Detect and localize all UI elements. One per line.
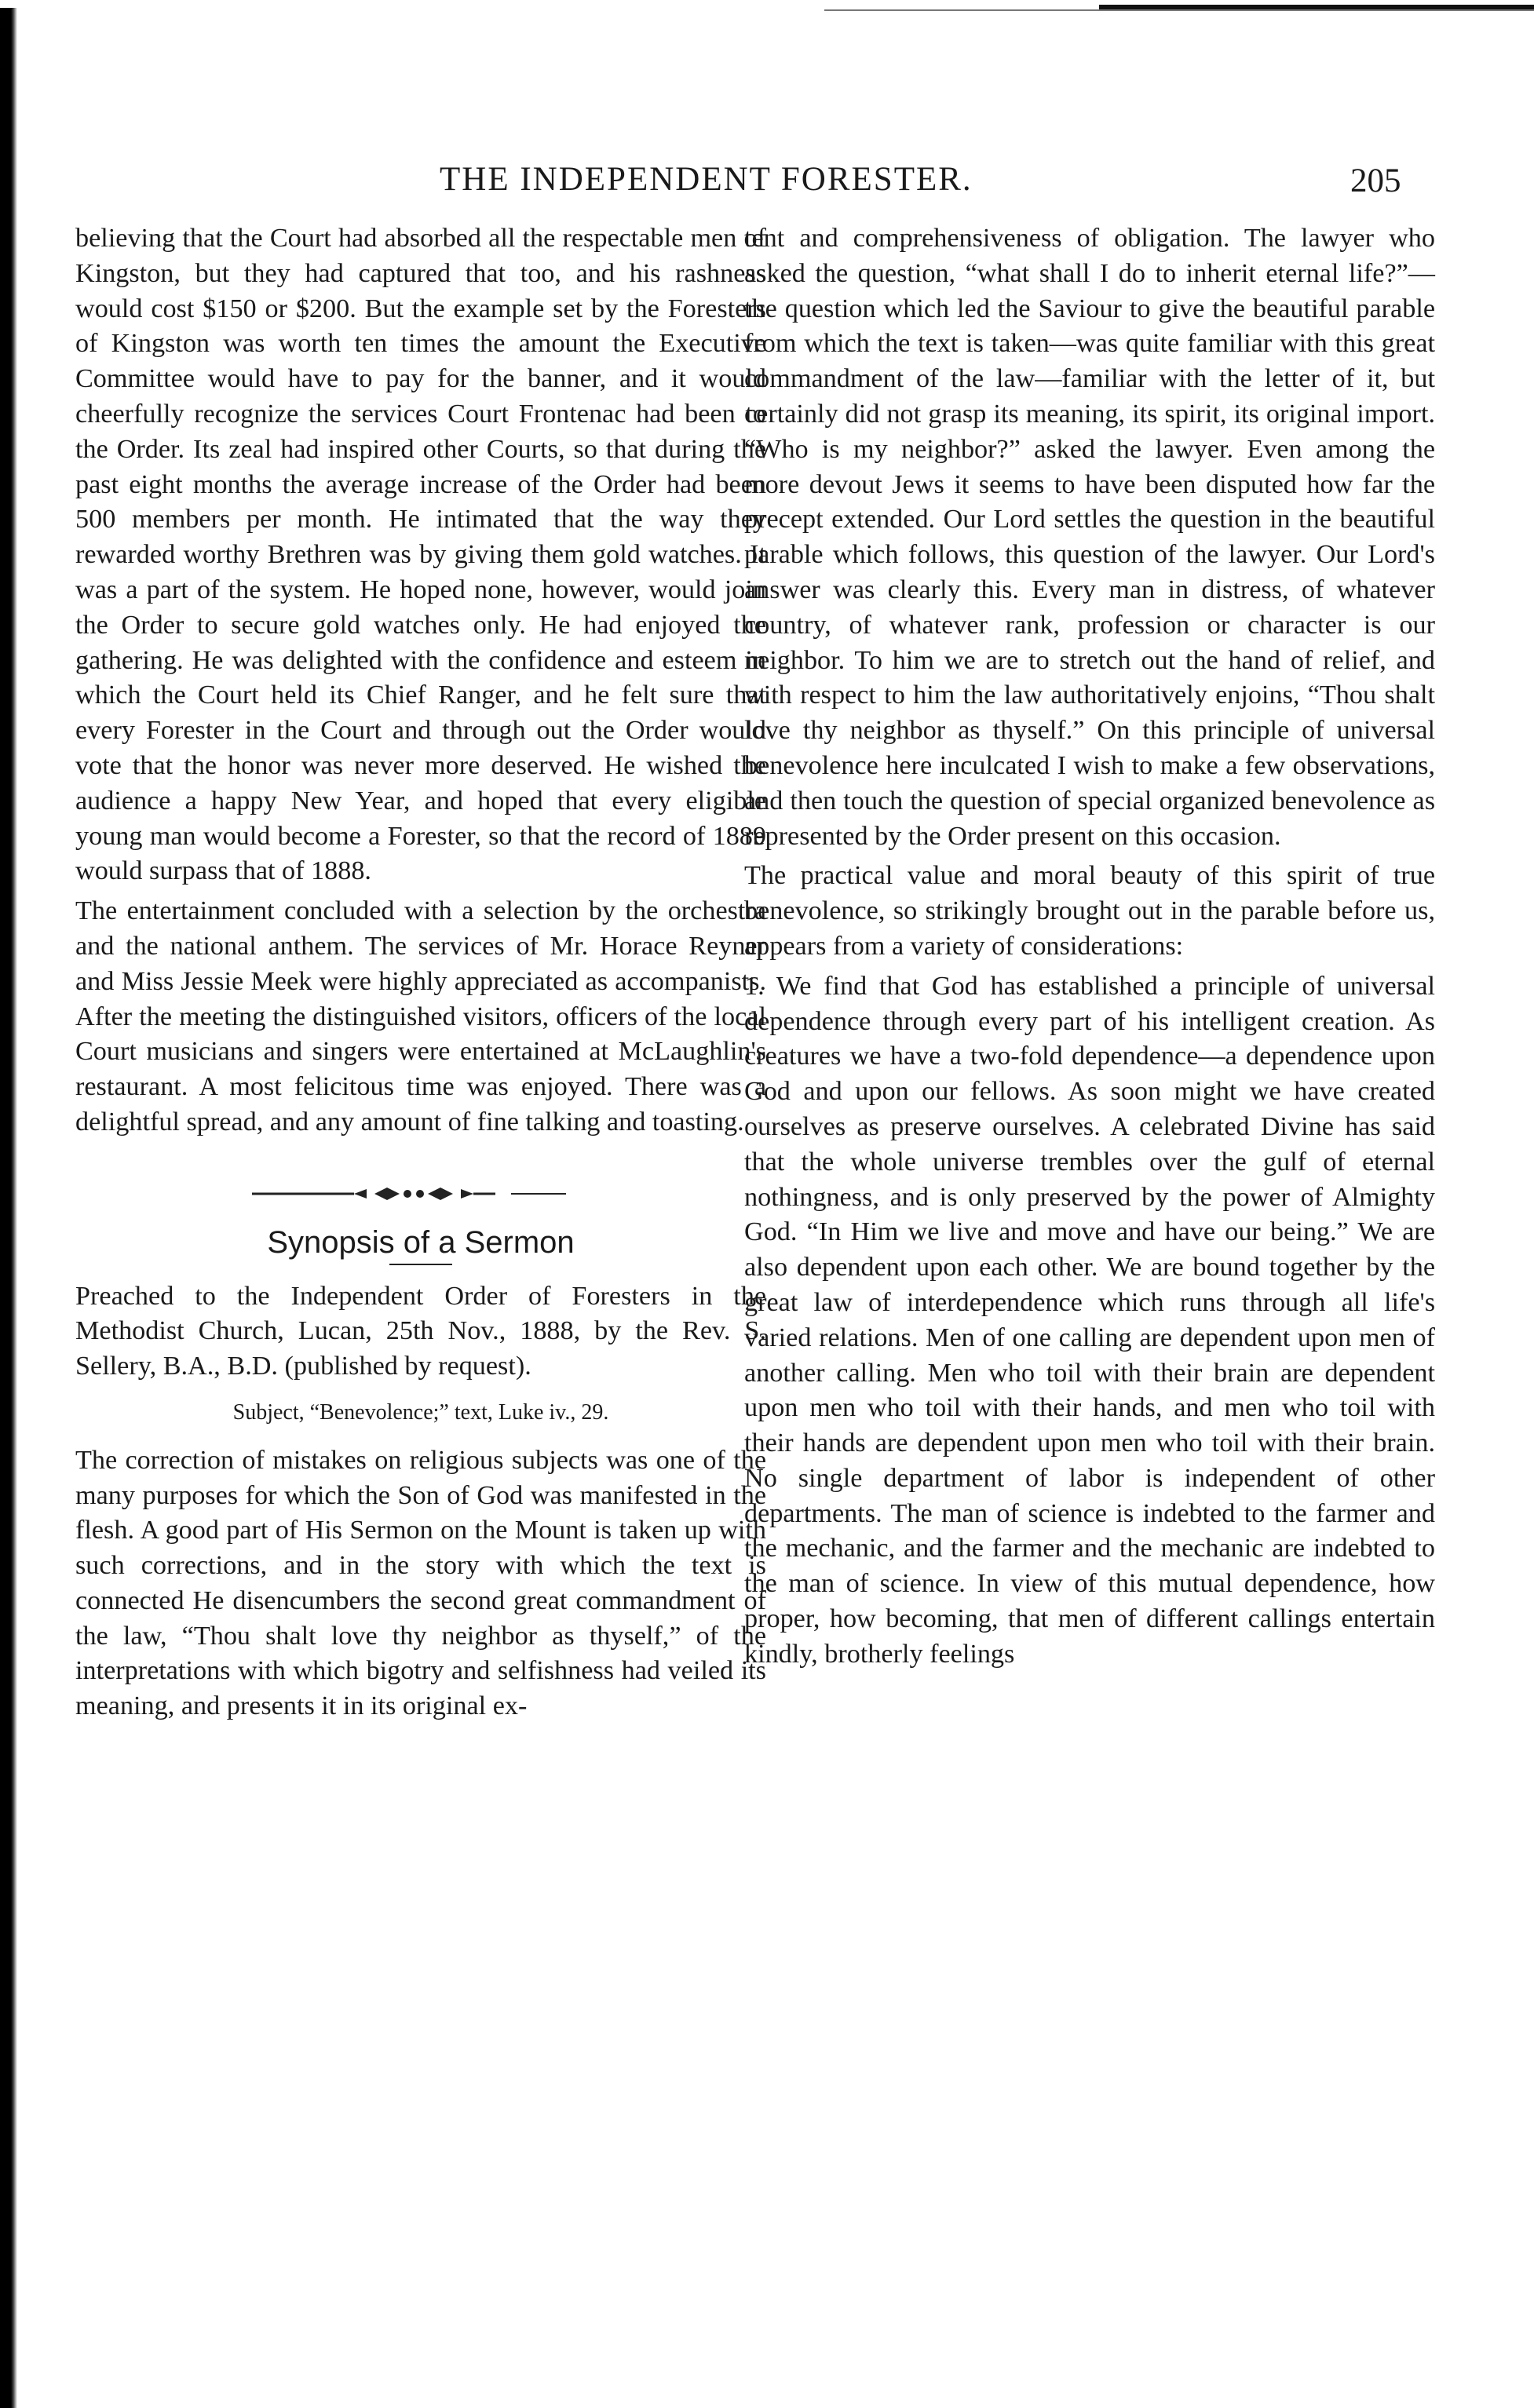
scan-edge-left: [0, 8, 17, 2408]
left-paragraph-1: believing that the Court had absorbed all the respectable men of Kingston, but they had captured that too, and his rashness would cost $150 or $200. But the example set by the Foresters of Kingston was worth ten times the amount the Executive Committee would have to pay for the banner, and it would cheerfully recognize the services Court Frontenac had been to the Order. Its zeal had inspired other Courts, so that during the past eight months the average increase of the Order had been 500 members per month. He intimated that the way they rewarded worthy Brethren was by giving them gold watches. It was a part of the system. He hoped none, however, would join the Order to secure gold watches only. He had enjoyed the gathering. He was delighted with the confidence and esteem in which the Court held its Chief Ranger, and he felt sure that every Forester in the Court and through out the Order would vote that the honor was never more deserved. He wished the audience a happy New Year, and hoped that every eligible young man would become a Forester, so that the record of 1889 would surpass that of 1888.: [75, 224, 766, 886]
running-head: THE INDEPENDENT FORESTER.: [440, 161, 973, 198]
right-paragraph-3: 1. We find that God has established a principle of universal dependence through every part of his intelligent creation. As creatures we have a two-fold dependence—a dependence upon God and upon our fellows. As soon might we have created ourselves as preserve ourselves. A celebrated Divine has said that the whole universe trembles over the gulf of eternal nothingness, and is only preserved by the power of Almighty God. “In Him we live and move and have our being.” We are also dependent upon each other. We are bound together by the great law of interdependence which runs through all life's varied relations. Men of one calling are dependent upon men of another calling. Men who toil with their brain are dependent upon men who toil with their hands, and men who toil with their hands are dependent upon men who toil with their brain. No single department of labor is independent of other departments. The man of science is indebted to the farmer and the mechanic, and the farmer and the mechanic are indebted to the man of science. In view of this mutual dependence, how proper, how becoming, that men of different callings entertain kindly, brotherly feelings: [744, 971, 1435, 1669]
section-title: Synopsis of a Sermon: [267, 1224, 575, 1260]
ornament-divider: [75, 1178, 766, 1202]
right-column: [744, 221, 1435, 1673]
title-rule: [389, 1264, 452, 1265]
ornament-rule-icon: [236, 1184, 605, 1203]
right-paragraph-1: tent and comprehensiveness of obligation. The lawyer who asked the question, “what shall I do to inherit eternal life?”—the question which led the Saviour to give the beautiful parable from which the text is taken—was quite familiar with this great commandment of the law—familiar with the letter of it, but certainly did not grasp its meaning, its spirit, its original import. “Who is my neighbor?” asked the lawyer. Even among the more devout Jews it seems to have been disputed how far the precept extended. Our Lord settles the question in the beautiful parable which follows, this question of the lawyer. Our Lord's answer was clearly this. Every man in distress, of whatever country, of whatever rank, profession or character is our neighbor. To him we are to stretch out the hand of relief, and with respect to him the law authoritatively enjoins, “Thou shalt love thy neighbor as thyself.” On this principle of universal benevolence here inculcated I wish to make a few observations, and then touch the question of special organized benevolence as represented by the Order present on this occasion.: [744, 224, 1435, 851]
page-number: 205: [1350, 162, 1401, 199]
left-paragraph-3: The correction of mistakes on religious subjects was one of the many purposes for which the Son of God was manifested in the flesh. A good part of His Sermon on the Mount is taken up with such corrections, and in the story with which the text is connected He disencumbers the second great commandment of the law, “Thou shalt love thy neighbor as thyself,” of the interpretations with which bigotry and selfishness had veiled its meaning, and presents it in its original ex-: [75, 1445, 766, 1721]
left-paragraph-2: The entertainment concluded with a selection by the orchestra and the national anthem. The services of Mr. Horace Reyner and Miss Jessie Meek were highly appreciated as accompanists. After the meeting the distinguished visitors, officers of the local Court musicians and singers were entertained at McLaughlin's restaurant. A most felicitous time was enjoyed. There was a delightful spread, and any amount of fine talking and toasting.: [75, 896, 766, 1137]
sermon-preamble: Preached to the Independent Order of Foresters in the Methodist Church, Lucan, 25th Nov., 1888, by the Rev. S. Sellery, B.A., B.D. (published by request).: [75, 1281, 766, 1381]
sermon-subject: Subject, “Benevolence;” text, Luke iv., 29.: [232, 1399, 609, 1425]
page-header: [31, 154, 1445, 209]
left-column: [75, 221, 766, 1724]
scan-edge-top-thin: [824, 9, 1534, 11]
right-paragraph-2: The practical value and moral beauty of this spirit of true benevolence, so strikingly brought out in the parable before us, appears from a variety of considerations:: [744, 861, 1435, 961]
